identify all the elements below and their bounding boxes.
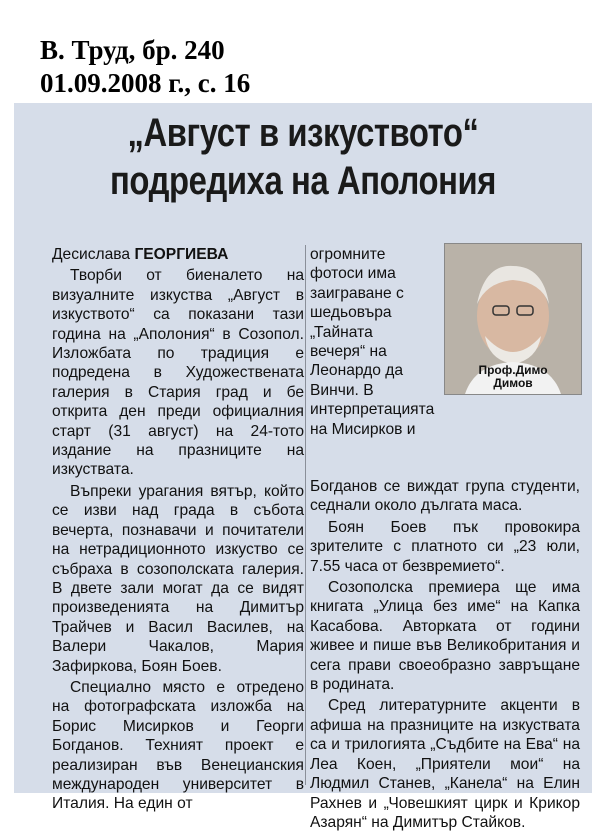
byline: [52, 245, 304, 264]
title-line-1: „Август в изкуството“: [127, 111, 479, 155]
column-divider: [305, 245, 306, 785]
caption-line-2: Димов: [493, 376, 533, 390]
article-column-1: [52, 245, 304, 816]
portrait-photo: [444, 243, 582, 395]
paragraph: Сред литературните акценти в афиша на празниците на изкуствата са и трилогията „Съдбите на Ева“ на Леа Коен, „Приятели мои“ на Людмил Станев, „Канела“ на Елин Рахнев и „Човешкият цирк и Крикор Азарян“ на Димитър Стайков.: [310, 697, 580, 831]
source-line-newspaper: В. Труд, бр. 240: [40, 35, 225, 65]
source-line-date: 01.09.2008 г., с. 16: [40, 68, 251, 98]
publication-source: [40, 34, 250, 100]
paragraph: Богданов се виждат група студенти, седнали около дългата маса.: [310, 478, 580, 515]
paragraph: Творби от биеналето на визуалните изкуства „Август в изкуството“ са показани тази година на „Аполония“ в Созопол. Изложбата по традиция е подредена в Художествената галерия в Стария град и бе открита ден преди официалния старт (31 август) на 24-тото издание на празниците на изкуствата.: [52, 267, 304, 479]
paragraph: Специално място е отредено на фотографската изложба на Борис Мисирков и Георги Богданов. Техният проект е реализиран във Венецианския международен университет в Италия. На един от: [52, 678, 304, 813]
author-first-name: Десислава: [52, 246, 131, 263]
paragraph: Въпреки урагания вятър, който се изви над града в събота вечерта, познавачи и почитатели на нетрадиционното изкуство се събраха в созополската галерия. В двете зали могат да се видят произведенията на Димитър Трайчев и Васил Василев, на Валери Чакалов, Мария Зафиркова, Боян Боев.: [52, 482, 304, 675]
photo-caption: [445, 364, 581, 390]
title-line-2: подредиха на Аполония: [110, 159, 496, 203]
paragraph-wrap: огромните фотоси има заиграване с шедьовъра „Тайната вечеря“ на Леонардо да Винчи. В интерпретацията на Мисирков и: [310, 246, 435, 438]
paragraph: Созополска премиера ще има книгата „Улица без име“ на Капка Касабова. Авторката от години живее и пише във Великобритания и сега прави своеобразно завръщане в родината.: [310, 579, 580, 694]
article-title: [66, 109, 540, 205]
newspaper-clipping: [14, 103, 592, 831]
paragraph: Боян Боев пък провокира зрителите с платното си „23 юли, 7.55 часа от безвремието“.: [310, 518, 580, 575]
caption-line-1: Проф.Димо: [478, 363, 548, 377]
author-last-name: ГЕОРГИЕВА: [134, 246, 229, 263]
